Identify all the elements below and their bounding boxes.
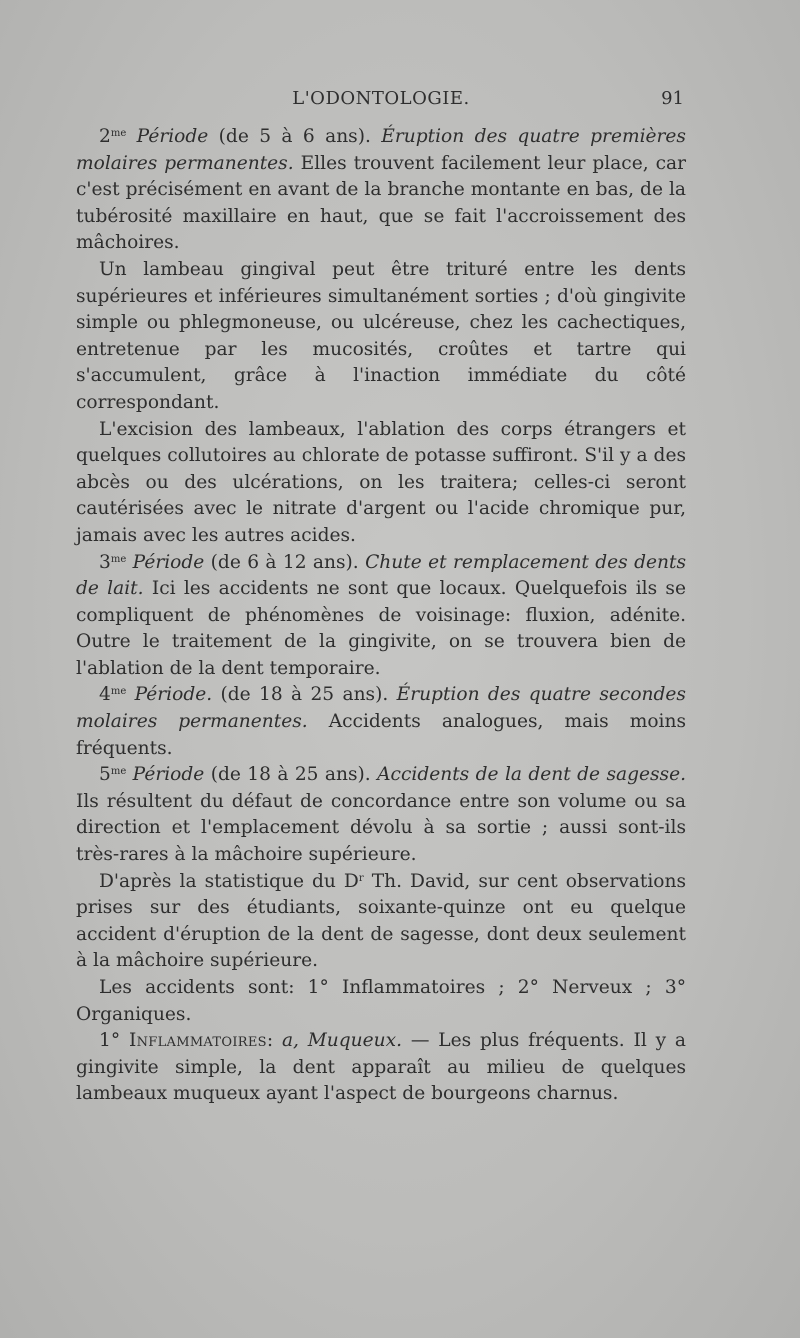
paragraph-text: Ici les accidents ne sont que locaux. Quelquefois ils se compliquent de phénomènes de voisinage: fluxion, adénite. Outre le traitement de la gingivite, on se trouvera bien de l'ablation de la dent temporaire. xyxy=(76,578,686,679)
body-text xyxy=(76,124,686,1108)
subsection-letter: a, xyxy=(281,1030,299,1052)
period-title: Accidents de la dent de sagesse. xyxy=(377,764,686,786)
running-title: L'ODONTOLOGIE. xyxy=(292,88,470,109)
doctor-superscript: r xyxy=(358,872,364,884)
section-number: 1° xyxy=(99,1030,121,1052)
paragraph-text: Accidents analogues, mais moins fréquents. xyxy=(76,711,686,759)
section-heading: Inflammatoires xyxy=(128,1030,267,1052)
paragraph-gingival-flap xyxy=(76,257,686,417)
paragraph-period-3 xyxy=(76,550,686,683)
paragraph-excision xyxy=(76,417,686,550)
ordinal-superscript: me xyxy=(110,766,127,778)
period-label: Période. xyxy=(134,684,213,706)
period-label: Période xyxy=(132,551,205,573)
ordinal-superscript: me xyxy=(110,553,127,565)
heading-colon: : xyxy=(266,1030,274,1052)
ordinal: 4 xyxy=(99,684,111,706)
ordinal: 3 xyxy=(99,551,111,573)
paragraph-statistics xyxy=(76,869,686,975)
page-number: 91 xyxy=(661,88,684,109)
paragraph-text: L'excision des lambeaux, l'ablation des corps étrangers et quelques collutoires au chlorate de potasse suffiront. S'il y a des abcès ou des ulcérations, on les traitera; celles-ci seront cautérisées avec le nitrate d'argent ou l'acide chromique pur, jamais avec les autres acides. xyxy=(76,418,686,546)
ordinal-superscript: me xyxy=(110,686,127,698)
paragraph-period-2 xyxy=(76,124,686,257)
paragraph-lead: D'après la statistique du D xyxy=(99,870,359,892)
period-title: Éruption des quatre premières molaires permanentes. xyxy=(76,126,686,174)
age-range: (de 18 à 25 ans). xyxy=(220,684,389,706)
ordinal: 2 xyxy=(99,126,111,147)
period-title: Chute et remplacement des dents de lait. xyxy=(76,551,686,600)
ordinal-superscript: me xyxy=(110,128,127,139)
paragraph-text: Un lambeau gingival peut être trituré entre les dents supérieures et inférieures simultanément sorties ; d'où gingivite simple ou phlegmoneuse, ou ulcéreuse, chez les cachectiques, entretenue par les mucosités, croûtes et tartre qui s'accumulent, grâce à l'inaction immédiate du côté correspondant. xyxy=(76,258,686,413)
paragraph-period-4 xyxy=(76,682,686,762)
page-header xyxy=(78,88,684,118)
paragraph-text: Th. David, sur cent observations prises sur des étudiants, soixante-quinze ont eu quelque accident d'éruption de la dent de sagesse, dont deux seulement à la mâchoire supérieure. xyxy=(76,870,686,972)
paragraph-accident-types xyxy=(76,975,686,1028)
subsection-title: Muqueux. xyxy=(307,1030,403,1052)
period-label: Période xyxy=(132,764,205,786)
period-label: Période xyxy=(136,126,209,147)
paragraph-text: — Les plus fréquents. Il y a gingivite simple, la dent apparaît au milieu de quelques lambeaux muqueux ayant l'aspect de bourgeons charnus. xyxy=(76,1030,686,1105)
period-title: Éruption des quatre secondes molaires permanentes. xyxy=(76,684,686,733)
paragraph-text: Les accidents sont: 1° Inflammatoires ; 2° Nerveux ; 3° Organiques. xyxy=(76,977,686,1025)
ordinal: 5 xyxy=(99,764,111,786)
paragraph-text: Elles trouvent facilement leur place, car c'est précisément en avant de la branche montante en bas, de la tubérosité maxillaire en haut, que se fait l'accroissement des mâchoires. xyxy=(76,152,686,254)
age-range: (de 5 à 6 ans). xyxy=(218,126,371,147)
paragraph-inflammatory xyxy=(76,1028,686,1108)
age-range: (de 18 à 25 ans). xyxy=(210,764,371,786)
paragraph-period-5 xyxy=(76,762,686,868)
age-range: (de 6 à 12 ans). xyxy=(210,551,359,573)
paragraph-text: Ils résultent du défaut de concordance entre son volume ou sa direction et l'emplacement dévolu à sa sortie ; aussi sont-ils très-rares à la mâchoire supérieure. xyxy=(76,790,686,866)
